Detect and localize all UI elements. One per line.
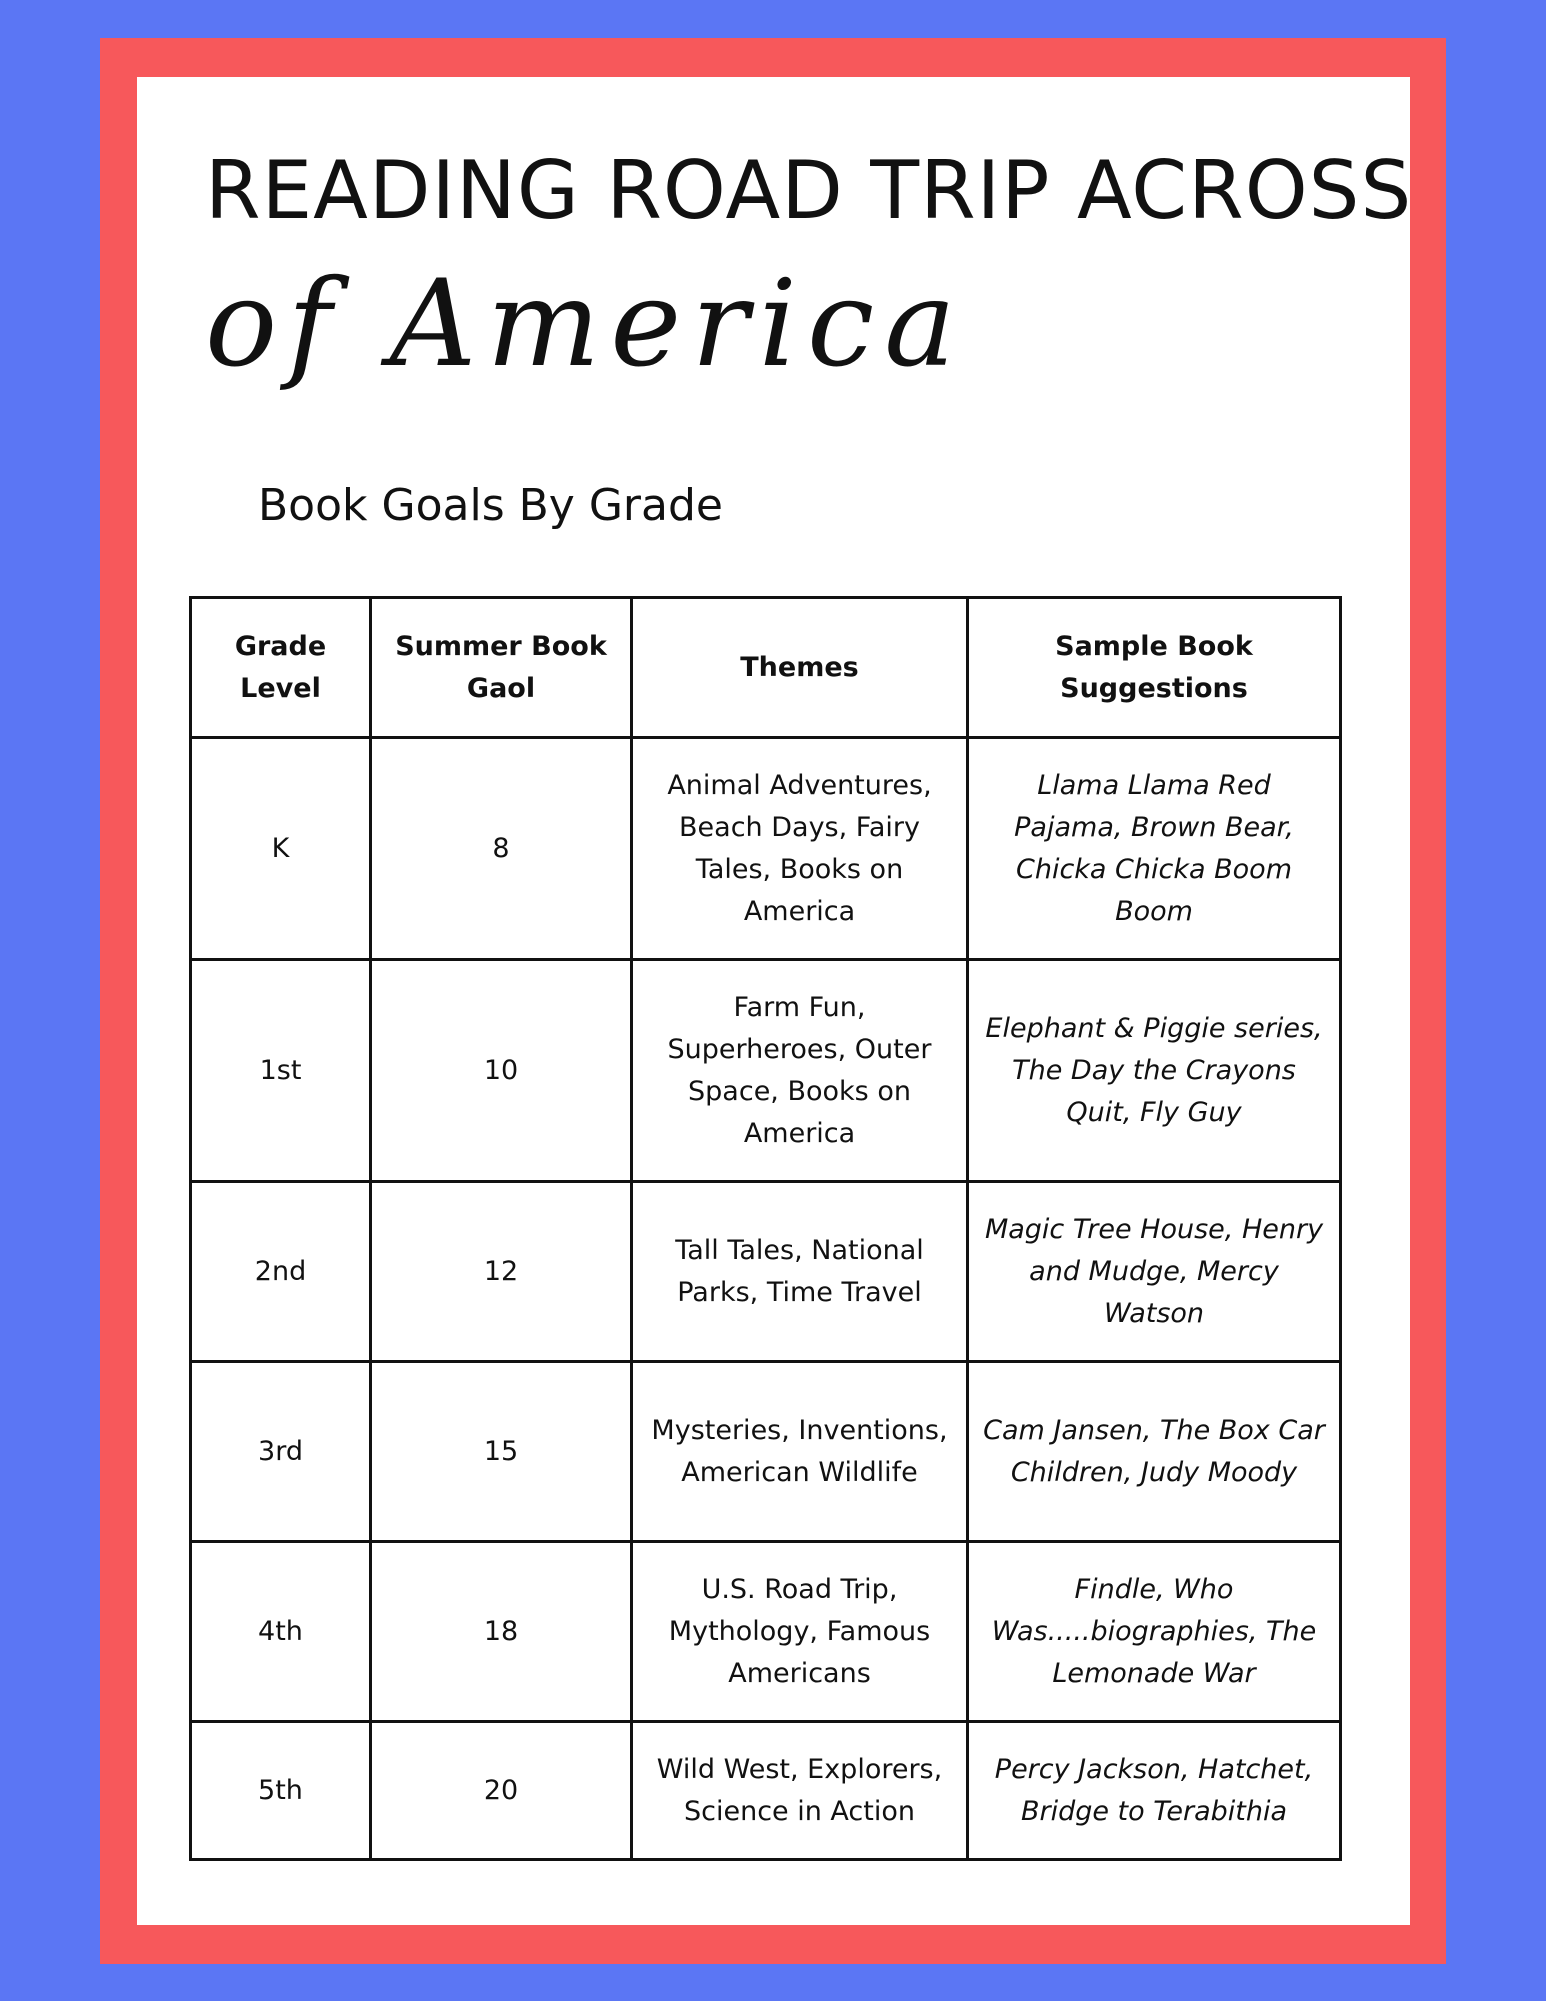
goal-cell: 8 [371, 738, 632, 960]
table-row [191, 1362, 1341, 1542]
goal-cell: 12 [371, 1182, 632, 1362]
books-cell: Elephant & Piggie series, The Day the Crayons Quit, Fly Guy [968, 960, 1341, 1182]
table-row [191, 960, 1341, 1182]
header-summer-book-goal: Summer Book Gaol [371, 598, 632, 738]
table-row [191, 1542, 1341, 1722]
books-cell: Cam Jansen, The Box Car Children, Judy Moody [968, 1362, 1341, 1542]
grade-cell: 2nd [191, 1182, 371, 1362]
script-subtitle: of America [205, 255, 966, 394]
page-title: READING ROAD TRIP ACROSS [205, 144, 1413, 237]
books-cell: Magic Tree House, Henry and Mudge, Mercy Watson [968, 1182, 1341, 1362]
themes-cell: U.S. Road Trip, Mythology, Famous Americans [632, 1542, 968, 1722]
grade-cell: K [191, 738, 371, 960]
header-sample-books: Sample Book Suggestions [968, 598, 1341, 738]
themes-cell: Tall Tales, National Parks, Time Travel [632, 1182, 968, 1362]
grade-cell: 5th [191, 1722, 371, 1860]
goal-cell: 15 [371, 1362, 632, 1542]
grade-cell: 4th [191, 1542, 371, 1722]
themes-cell: Farm Fun, Superheroes, Outer Space, Books on America [632, 960, 968, 1182]
goal-cell: 20 [371, 1722, 632, 1860]
header-grade-level: Grade Level [191, 598, 371, 738]
themes-cell: Mysteries, Inventions, American Wildlife [632, 1362, 968, 1542]
header-themes: Themes [632, 598, 968, 738]
book-goals-table [189, 596, 1342, 1861]
table-header-row [191, 598, 1341, 738]
grade-cell: 1st [191, 960, 371, 1182]
goal-cell: 10 [371, 960, 632, 1182]
themes-cell: Wild West, Explorers, Science in Action [632, 1722, 968, 1860]
section-subtitle: Book Goals By Grade [258, 480, 723, 531]
table-row [191, 1722, 1341, 1860]
books-cell: Findle, Who Was.....biographies, The Lemonade War [968, 1542, 1341, 1722]
themes-cell: Animal Adventures, Beach Days, Fairy Tales, Books on America [632, 738, 968, 960]
table-row [191, 1182, 1341, 1362]
books-cell: Percy Jackson, Hatchet, Bridge to Terabithia [968, 1722, 1341, 1860]
grade-cell: 3rd [191, 1362, 371, 1542]
table-row [191, 738, 1341, 960]
books-cell: Llama Llama Red Pajama, Brown Bear, Chicka Chicka Boom Boom [968, 738, 1341, 960]
goal-cell: 18 [371, 1542, 632, 1722]
